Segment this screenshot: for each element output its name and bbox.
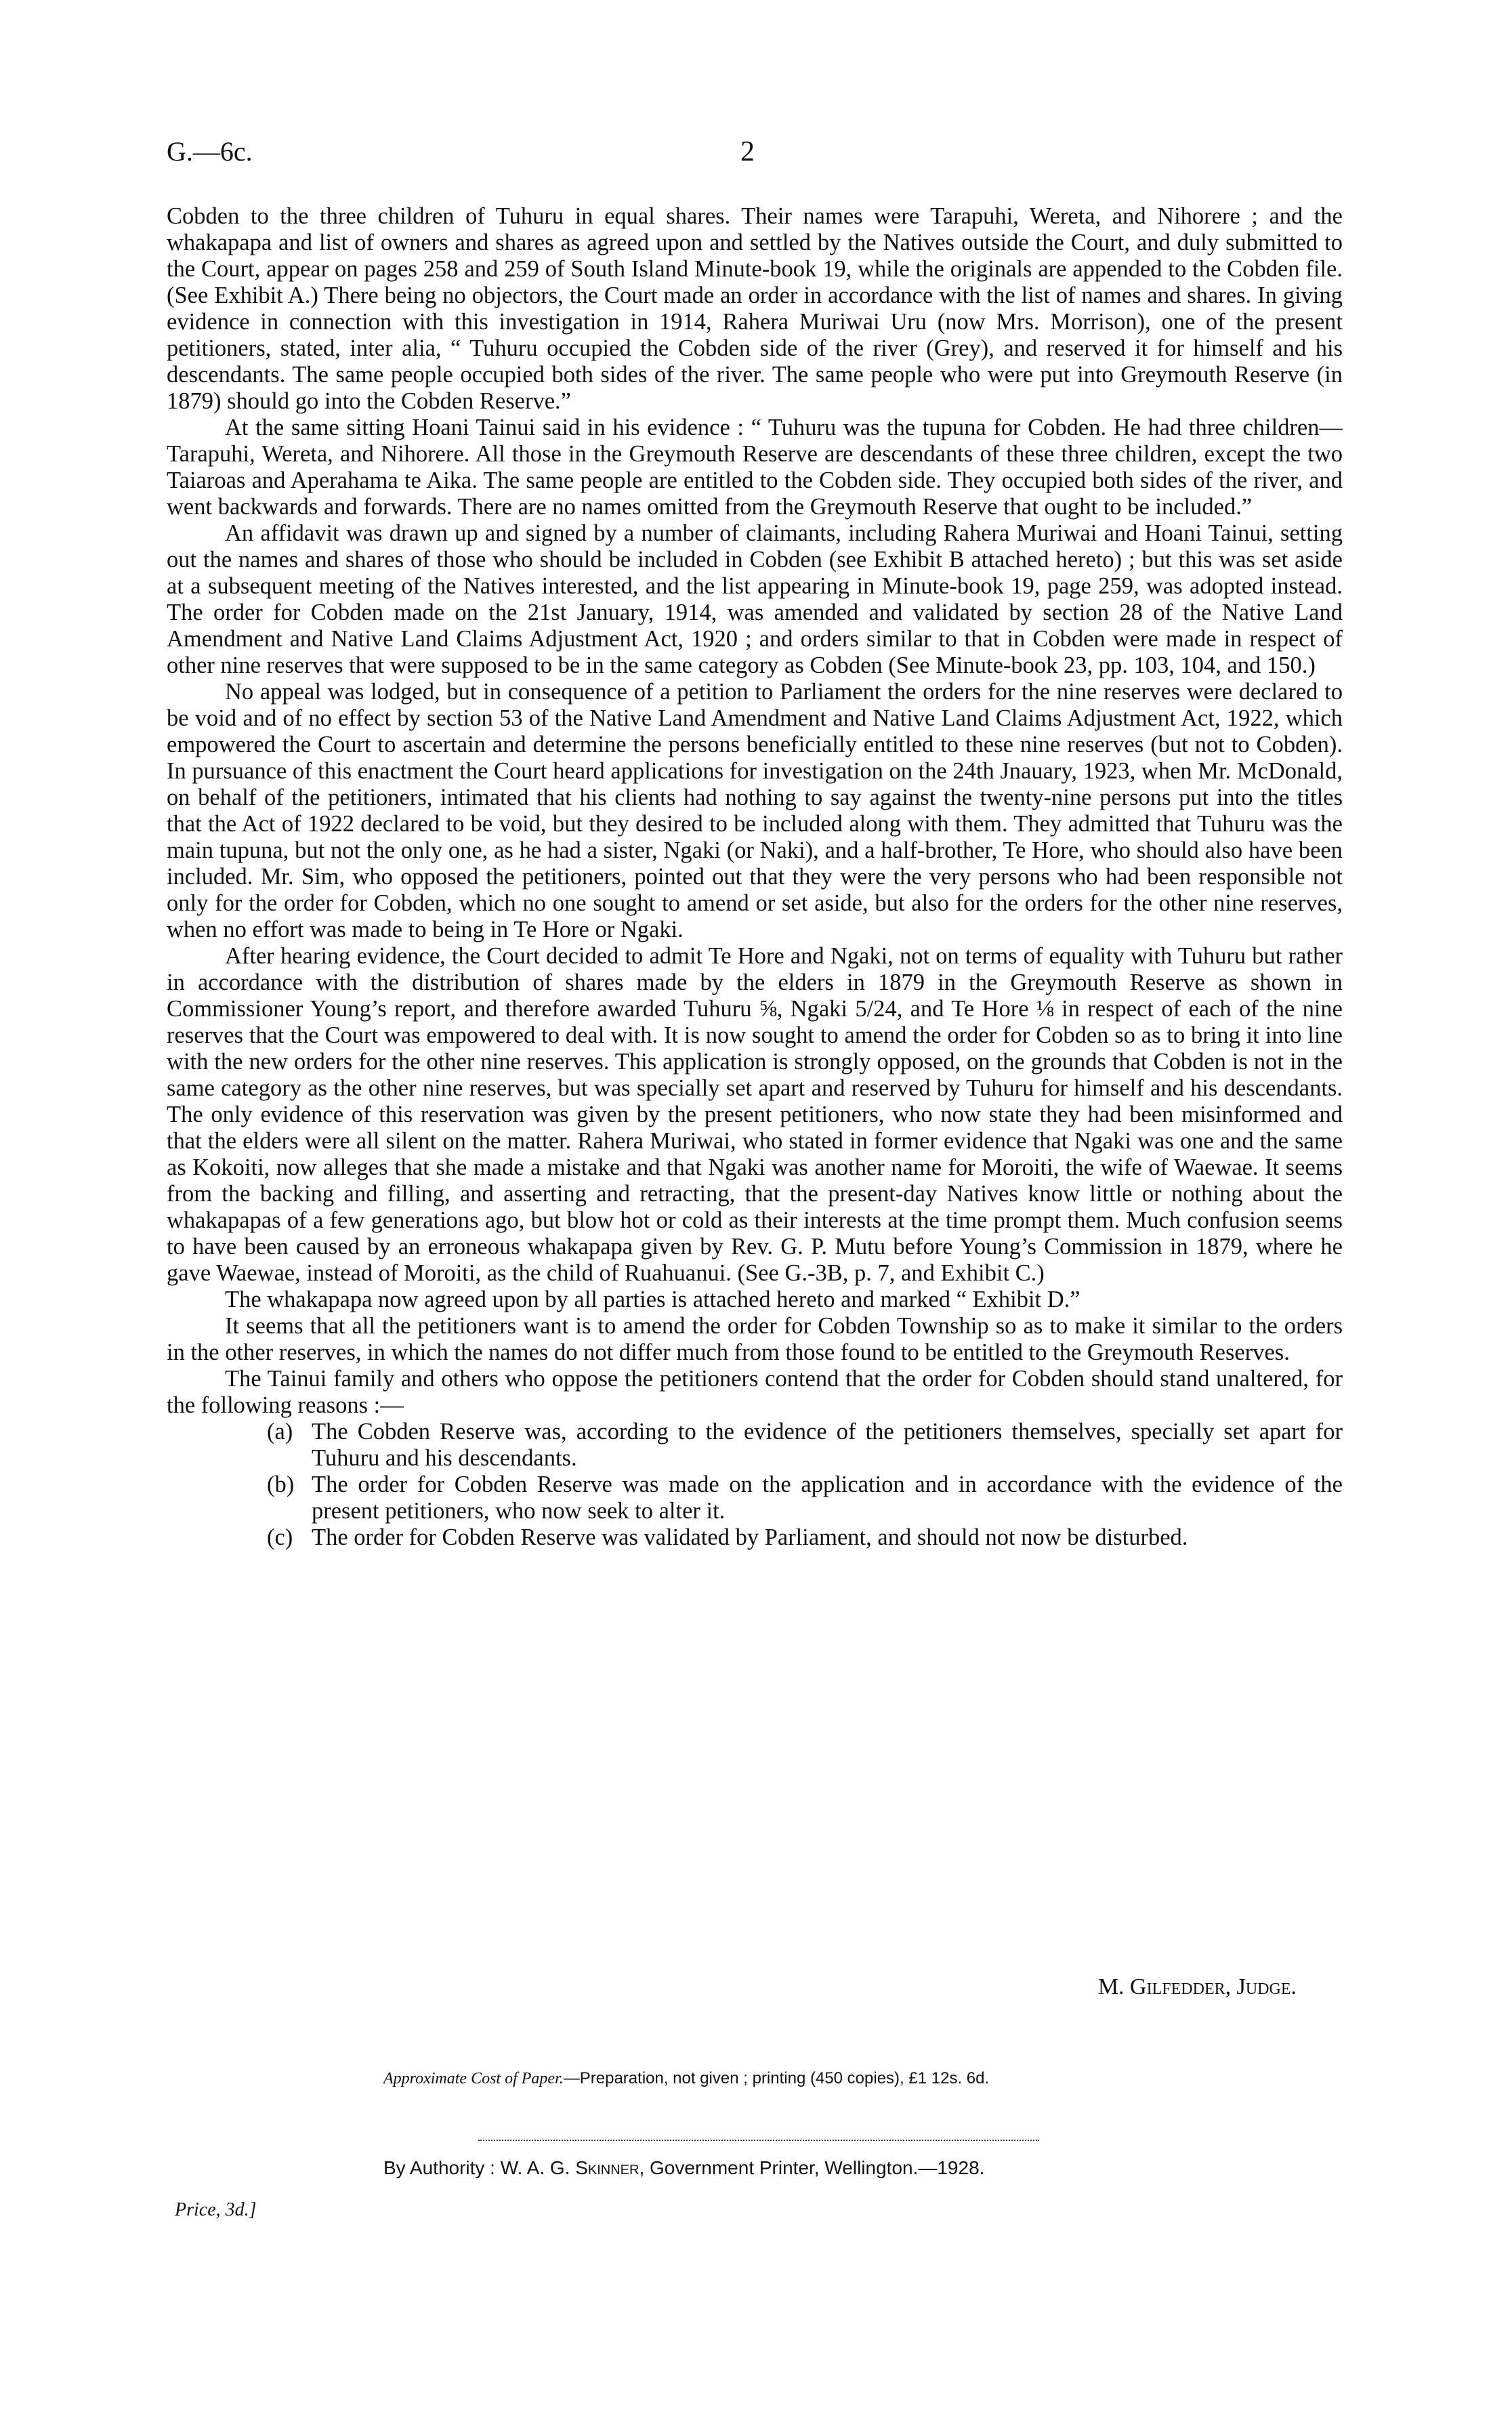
paragraph-5: After hearing evidence, the Court decided to admit Te Hore and Ngaki, not on terms of equality with Tuhuru but rather in accordance with the distribution of shares made by the elders in 1879 in the Greymouth Reserve as shown in Commissioner Young’s report, and therefore awarded Tuhuru ⅝, Ngaki 5/24, and Te Hore ⅛ in respect of each of the nine reserves that the Court was empowered to deal with. It is now sought to amend the order for Cobden so as to bring it into line with the new orders for the other nine reserves. This application is strongly opposed, on the grounds that Cobden is not in the same category as the other nine reserves, but was specially set apart and reserved by Tuhuru for himself and his descendants. The only evidence of this reservation was given by the present petitioners, who now state they had been misinformed and that the elders were all silent on the matter. Rahera Muriwai, who stated in former evidence that Ngaki was one and the same as Kokoiti, now alleges that she made a mistake and that Ngaki was another name for Moroiti, the wife of Waewae. It seems from the backing and filling, and asserting and retracting, that the present-day Natives know little or nothing about the whakapapas of a few generations ago, but blow hot or cold as their interests at the time prompt them. Much confusion seems to have been caused by an erroneous whakapapa given by Rev. G. P. Mutu before Young’s Commission in 1879, where he gave Waewae, instead of Moroiti, as the child of Ruahuanui. (See G.-3B, p. 7, and Exhibit C.) xyxy=(167,943,1343,1286)
reason-item xyxy=(267,1472,1343,1524)
paragraph-2: At the same sitting Hoani Tainui said in his evidence : “ Tuhuru was the tupuna for Cobden. He had three children—Tarapuhi, Wereta, and Nihorere. All those in the Greymouth Reserve are descendants of these three children, except the two Taiaroas and Aperahama te Aika. The same people are entitled to the Cobden side. They occupied both sides of the river, and went backwards and forwards. There are no names omitted from the Greymouth Reserve that ought to be included.” xyxy=(167,415,1343,520)
document-reference: G.—6c. xyxy=(167,136,253,167)
cost-label: Approximate Cost of Paper. xyxy=(383,2070,564,2087)
printer-name: W. A. G. Skinner xyxy=(500,2157,639,2178)
cost-text: —Preparation, not given ; printing (450 copies), £1 12s. 6d. xyxy=(563,2069,990,2087)
reason-text: The order for Cobden Reserve was validated by Parliament, and should not now be disturbed. xyxy=(312,1524,1188,1550)
page-number: 2 xyxy=(740,136,755,167)
authority-prefix: By Authority : xyxy=(383,2157,495,2178)
reasons-intro: The Tainui family and others who oppose the petitioners contend that the order for Cobden should stand unaltered, for the following reasons :— xyxy=(167,1366,1343,1418)
authority-suffix: , Government Printer, Wellington.—1928. xyxy=(639,2157,985,2178)
reason-text: The Cobden Reserve was, according to the evidence of the petitioners themselves, specially set apart for Tuhuru and his descendants. xyxy=(312,1419,1343,1471)
reason-number: (c) xyxy=(267,1524,293,1550)
reason-item xyxy=(267,1524,1343,1551)
reason-text: The order for Cobden Reserve was made on the application and in accordance with the evidence of the present petitioners, who now seek to alter it. xyxy=(312,1472,1343,1524)
reason-number: (b) xyxy=(267,1472,295,1497)
judge-signature: M. Gilfedder, Judge. xyxy=(1097,1974,1297,1999)
reason-number: (a) xyxy=(267,1419,293,1444)
reason-item xyxy=(267,1419,1343,1472)
paragraph-7: It seems that all the petitioners want is to amend the order for Cobden Township so as to make it similar to the orders in the other reserves, in which the names do not differ much from those found to be entitled to the Greymouth Reserves. xyxy=(167,1313,1343,1365)
price: Price, 3d.] xyxy=(175,2199,257,2220)
paragraph-4: No appeal was lodged, but in consequence of a petition to Parliament the orders for the nine reserves were declared to be void and of no effect by section 53 of the Native Land Amendment and Native Land Claims Adjustment Act, 1922, which empowered the Court to ascertain and determine the persons beneficially entitled to these nine reserves (but not to Cobden). In pursuance of this enactment the Court heard applications for investigation on the 24th Jnauary, 1923, when Mr. McDonald, on behalf of the petitioners, intimated that his clients had nothing to say against the twenty-nine persons put into the titles that the Act of 1922 declared to be void, but they desired to be included along with them. They admitted that Tuhuru was the main tupuna, but not the only one, as he had a sister, Ngaki (or Naki), and a half-brother, Te Hore, who should also have been included. Mr. Sim, who opposed the petitioners, pointed out that they were the very persons who had been responsible not only for the order for Cobden, which no one sought to amend or set aside, but also for the orders for the other nine reserves, when no effort was made to being in Te Hore or Ngaki. xyxy=(167,679,1343,942)
paragraph-3: An affidavit was drawn up and signed by a number of claimants, including Rahera Muriwai and Hoani Tainui, setting out the names and shares of those who should be included in Cobden (see Exhibit B attached hereto) ; but this was set aside at a subsequent meeting of the Natives interested, and the list appearing in Minute-book 19, page 259, was adopted instead. The order for Cobden made on the 21st January, 1914, was amended and validated by section 28 of the Native Land Amendment and Native Land Claims Adjustment Act, 1920 ; and orders similar to that in Cobden were made in respect of other nine reserves that were supposed to be in the same category as Cobden (See Minute-book 23, pp. 103, 104, and 150.) xyxy=(167,520,1343,678)
cost-of-paper xyxy=(383,2069,989,2088)
body-text xyxy=(167,203,1343,1551)
divider xyxy=(478,2140,1039,2141)
paragraph-1: Cobden to the three children of Tuhuru in equal shares. Their names were Tarapuhi, Wereta, and Nihorere ; and the whakapapa and list of owners and shares as agreed upon and settled by the Natives outside the Court, and duly submitted to the Court, appear on pages 258 and 259 of South Island Minute-book 19, while the originals are appended to the Cobden file. (See Exhibit A.) There being no objectors, the Court made an order in accordance with the list of names and shares. In giving evidence in connection with this investigation in 1914, Rahera Muriwai Uru (now Mrs. Morrison), one of the present petitioners, stated, inter alia, “ Tuhuru occupied the Cobden side of the river (Grey), and reserved it for himself and his descendants. The same people occupied both sides of the river. The same people who were put into Greymouth Reserve (in 1879) should go into the Cobden Reserve.” xyxy=(167,203,1343,414)
paragraph-6: The whakapapa now agreed upon by all parties is attached hereto and marked “ Exhibit D.” xyxy=(225,1287,1080,1312)
authority-line xyxy=(383,2157,984,2179)
